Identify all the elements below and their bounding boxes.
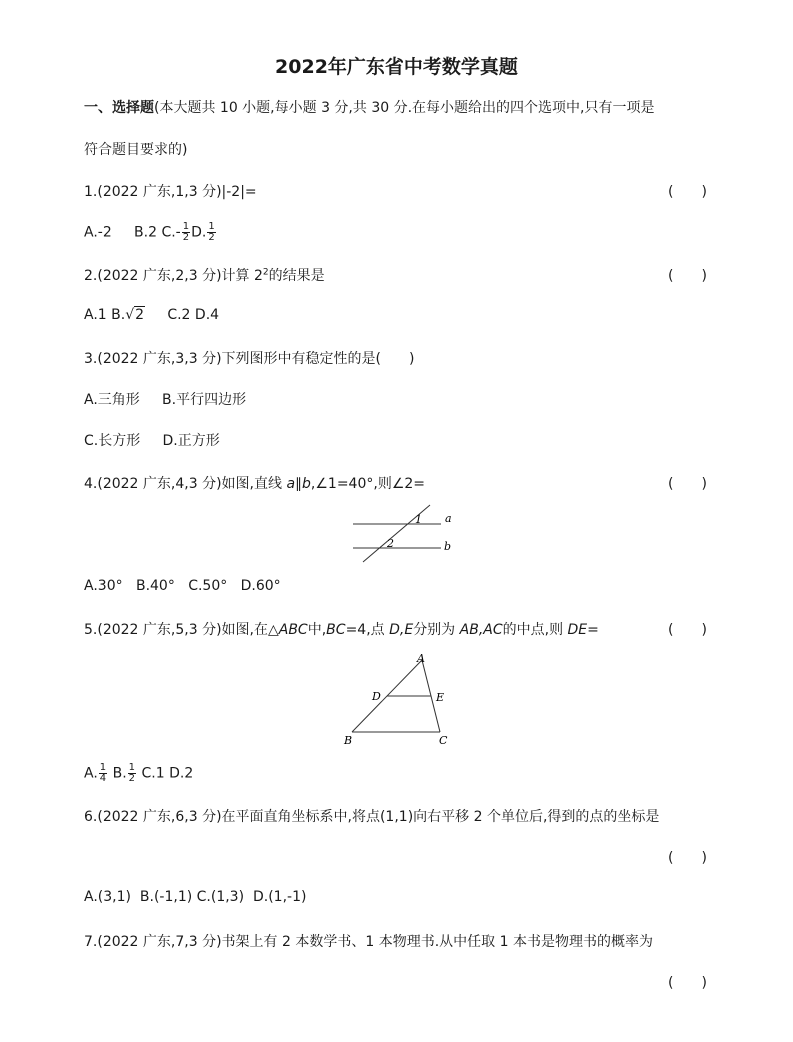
option-a: A.1 [84, 307, 107, 323]
vertex-b-label: B [344, 734, 353, 747]
question-3-options-row1 [84, 389, 246, 409]
question-1-answer-blank: ( ) [668, 184, 707, 200]
point-e-label: E [436, 691, 445, 704]
section-desc-line1: (本大题共 10 小题,每小题 3 分,共 30 分.在每小题给出的四个选项中,只有一项是 [154, 100, 655, 116]
question-5-options [84, 763, 193, 784]
question-7-answer-blank: ( ) [668, 975, 707, 991]
question-3-options-row2 [84, 430, 220, 450]
option-b: B. [111, 307, 126, 323]
section-label: 一、选择题 [84, 100, 154, 116]
option-d: D.60° [240, 578, 281, 594]
fraction: $\frac{1}{2}$ [182, 221, 190, 243]
question-4-options [84, 578, 281, 594]
fraction: $\frac{1}{2}$ [128, 762, 136, 784]
question-4-stem: 4.(2022 广东,4,3 分)如图,直线 a∥b,∠1=40°,则∠2= [84, 476, 426, 492]
angle-1-label: 1 [415, 513, 422, 526]
option-a: A.-2 [84, 224, 112, 241]
superscript: 2 [262, 267, 269, 278]
vertex-a-label: A [417, 652, 425, 665]
option-a: A.三角形 [84, 392, 140, 408]
option-a: A.(3,1) [84, 889, 131, 905]
option-b: B.40° [135, 578, 175, 594]
option-a: A.30° [84, 578, 123, 594]
section-desc-line2: 符合题目要求的) [84, 142, 188, 158]
option-c: C.2 [167, 307, 191, 323]
option-b: B.2 [134, 224, 157, 241]
question-6-options [84, 889, 306, 905]
option-d: D.2 [169, 765, 194, 782]
fraction: $\frac{1}{2}$ [208, 221, 215, 243]
question-6-stem: 6.(2022 广东,6,3 分)在平面直角坐标系中,将点(1,1)向右平移 2 个单位后,得到的点的坐标是 [84, 809, 660, 825]
question-2-stem: 2.(2022 广东,2,3 分)计算 $2^2$的结果是 [84, 267, 325, 284]
parallel-lines-figure [345, 500, 455, 564]
vertex-c-label: C [439, 734, 448, 747]
section-heading [84, 97, 655, 117]
question-7-stem: 7.(2022 广东,7,3 分)书架上有 2 本数学书、1 本物理书.从中任取 1 本书是物理书的概率为 [84, 934, 653, 950]
option-c: C.50° [188, 578, 228, 594]
option-b: B. [112, 765, 127, 782]
question-6-answer-blank: ( ) [668, 850, 707, 866]
option-d: D. [191, 224, 207, 241]
question-1-stem: 1.(2022 广东,1,3 分)|-2|= [84, 184, 257, 200]
option-c: C.(1,3) [196, 889, 245, 905]
page-title: 2022年广东省中考数学真题 [275, 56, 518, 78]
option-b: B.平行四边形 [162, 392, 247, 408]
square-root: √2 [125, 307, 145, 323]
option-d: D.4 [194, 307, 220, 323]
question-1-options [84, 222, 217, 243]
question-3-stem: 3.(2022 广东,3,3 分)下列图形中有稳定性的是( ) [84, 351, 415, 367]
option-c: C.长方形 [84, 433, 141, 449]
line-a-label: a [445, 512, 452, 525]
fraction: $\frac{1}{4}$ [99, 762, 107, 784]
question-2-options [84, 307, 219, 323]
triangle-figure [340, 650, 460, 748]
option-d: D.(1,-1) [252, 889, 307, 905]
option-b: B.(-1,1) [139, 889, 193, 905]
point-d-label: D [372, 690, 381, 703]
option-c: C.1 [141, 765, 165, 782]
question-2-answer-blank: ( ) [668, 268, 707, 284]
question-5-answer-blank: ( ) [668, 622, 707, 638]
option-a: A. [84, 765, 98, 782]
option-d: D.正方形 [162, 433, 220, 449]
angle-2-label: 2 [387, 537, 394, 550]
question-5-stem: 5.(2022 广东,5,3 分)如图,在△ABC中,BC=4,点 D,E分别为 AB,AC的中点,则 DE= [84, 622, 599, 638]
question-4-answer-blank: ( ) [668, 476, 707, 492]
option-c: C.- [161, 224, 181, 241]
line-b-label: b [444, 540, 452, 553]
